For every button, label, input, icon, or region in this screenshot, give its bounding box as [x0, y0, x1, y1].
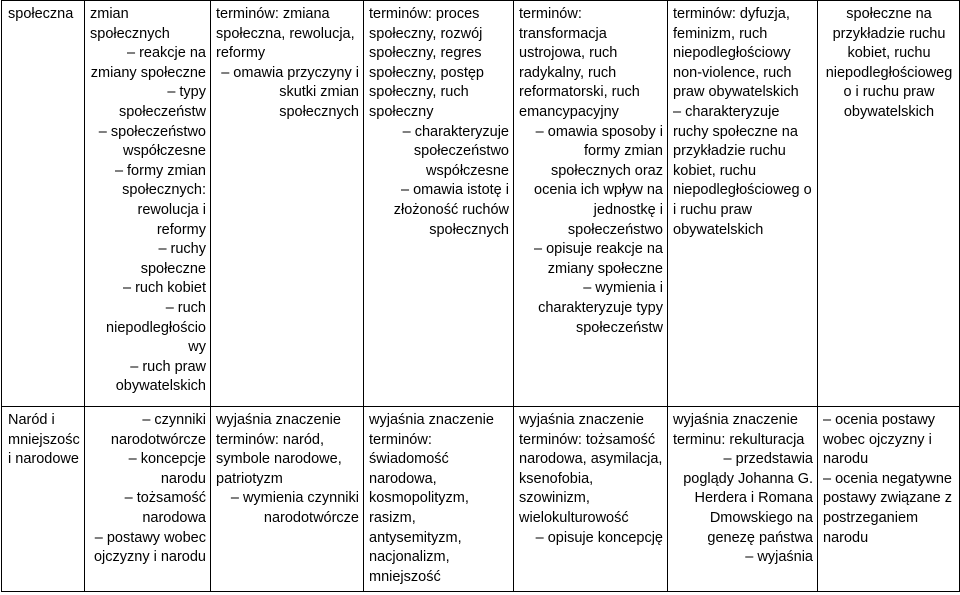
grade-6-text: – ocenia negatywne postawy związane z postrzeganiem narodu	[823, 470, 952, 546]
grade-5-text: wyjaśnia znaczenie terminu: rekulturacja	[673, 412, 805, 448]
grade-4-text: terminów: transformacja ustrojowa, ruch radykalny, ruch reformatorski, ruch emancypacyjny	[519, 6, 640, 120]
grade-5-text: – wyjaśnia	[745, 549, 813, 566]
grade-2-text: – wymienia czynniki narodotwórcze	[230, 490, 359, 526]
grade-2-cell	[211, 1, 364, 407]
grade-4-text: – omawia sposoby i formy zmian społecznych oraz ocenia ich wpływ na jednostkę i społeczeństwo	[534, 123, 663, 238]
content-item: – społeczeństwo współczesne	[98, 123, 206, 160]
grade-5-text: – przedstawia poglądy Johanna G. Herdera i Romana Dmowskiego na genezę państwa	[683, 451, 813, 546]
grade-6-cell	[818, 407, 960, 592]
topic-cell	[2, 1, 85, 407]
curriculum-table	[1, 0, 960, 592]
grade-4-text: – wymienia i charakteryzuje typy społeczeństw	[538, 280, 663, 336]
grade-3-text: – omawia istotę i złożoność ruchów społecznych	[393, 182, 509, 238]
grade-3-text: – charakteryzuje społeczeństwo współczesne	[402, 123, 509, 179]
content-item: – reakcje na zmiany społeczne	[90, 45, 206, 81]
content-item: – ruch kobiet	[122, 280, 206, 297]
content-item: – postawy wobec ojczyzny i narodu	[93, 529, 206, 566]
content-item: – koncepcje narodu	[128, 451, 206, 487]
grade-4-text: – opisuje reakcje na zmiany społeczne	[534, 241, 663, 277]
grade-3-text: wyjaśnia znaczenie terminów: świadomość narodowa, kosmopolityzm, rasizm, antysemityzm, nacjonalizm, mniejszość	[369, 412, 494, 585]
grade-4-text: wyjaśnia znaczenie terminów: tożsamość narodowa, asymilacja, ksenofobia, szowinizm, wielokulturowość	[519, 412, 663, 526]
content-item: – formy zmian społecznych: rewolucja i reformy	[114, 162, 206, 238]
topic-cell	[2, 407, 85, 592]
content-cell	[85, 1, 211, 407]
content-item: – czynniki narodotwórcze	[110, 412, 206, 448]
content-item: – ruch niepodległościo wy	[106, 299, 206, 356]
grade-4-text: – opisuje koncepcję	[535, 529, 663, 546]
grade-6-cell	[818, 1, 960, 407]
content-cell	[85, 407, 211, 592]
grade-4-cell	[514, 407, 668, 592]
topic-text: społeczna	[8, 6, 74, 22]
grade-5-cell	[668, 1, 818, 407]
content-item: zmian społecznych	[90, 6, 170, 42]
grade-6-text: – ocenia postawy wobec ojczyzny i narodu	[823, 412, 936, 468]
grade-5-text: – charakteryzuje ruchy społeczne na przykładzie ruchu kobiet, ruchu niepodległościoweg o i ruchu praw obywatelskich	[673, 103, 812, 238]
grade-2-cell	[211, 407, 364, 592]
content-item: – tożsamość narodowa	[124, 490, 206, 526]
grade-5-text: terminów: dyfuzja, feminizm, ruch niepodległościowy non-violence, ruch praw obywatelskich	[673, 6, 799, 101]
table-row	[2, 407, 960, 592]
table-row	[2, 1, 960, 407]
grade-4-cell	[514, 1, 668, 407]
content-item: – ruch praw obywatelskich	[115, 358, 206, 395]
grade-2-text: terminów: zmiana społeczna, rewolucja, reformy	[216, 6, 355, 62]
grade-2-text: – omawia przyczyny i skutki zmian społecznych	[221, 64, 359, 120]
grade-3-cell	[364, 1, 514, 407]
grade-6-text: społeczne na przykładzie ruchu kobiet, ruchu niepodległościowego i ruchu praw obywatelskich	[825, 6, 953, 120]
grade-3-cell	[364, 407, 514, 592]
grade-5-cell	[668, 407, 818, 592]
content-item: – typy społeczeństw	[118, 84, 206, 120]
grade-2-text: wyjaśnia znaczenie terminów: naród, symbole narodowe, patriotyzm	[216, 412, 342, 487]
content-item: – ruchy społeczne	[140, 241, 206, 277]
topic-text: Naród i mniejszości narodowe	[8, 412, 80, 468]
grade-3-text: terminów: proces społeczny, rozwój społeczny, regres społeczny, postęp społeczny, ruch społeczny	[369, 6, 484, 120]
